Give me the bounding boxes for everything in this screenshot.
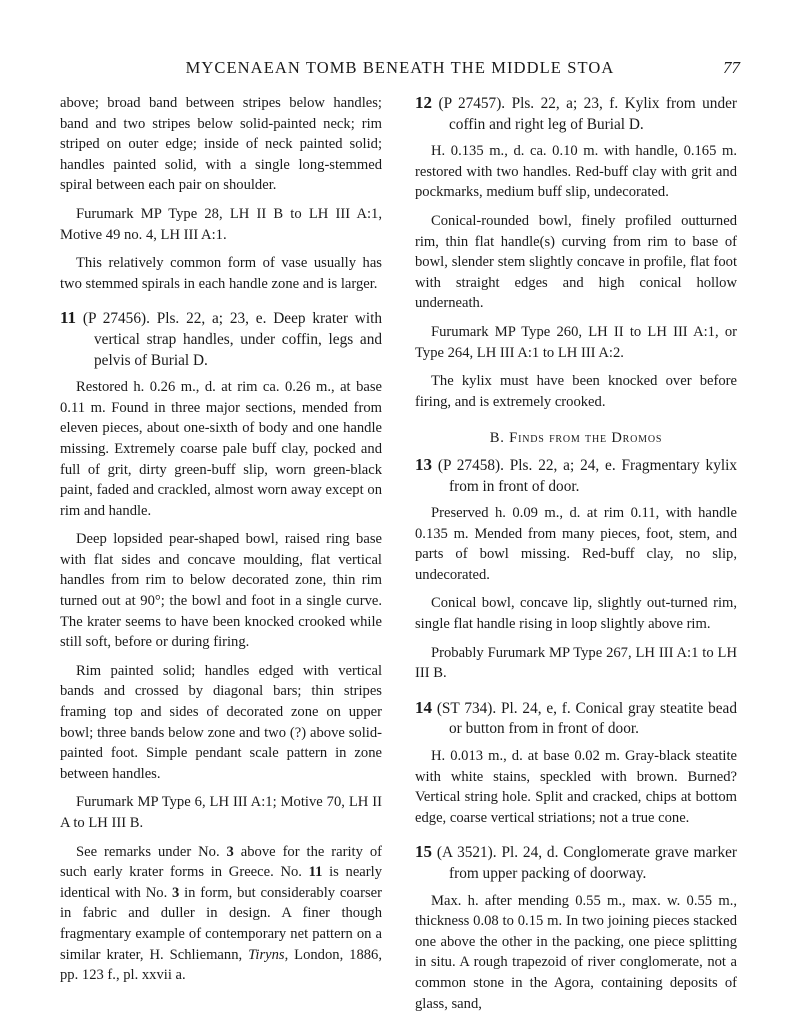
- running-title: MYCENAEAN TOMB BENEATH THE MIDDLE STOA: [185, 58, 615, 77]
- entry-heading-text: (P 27456). Pls. 22, a; 23, e. Deep krater with vertical strap handles, under coffin, legs and pelvis of Burial D.: [82, 310, 382, 369]
- entry-number: 15: [415, 842, 432, 862]
- entry-paragraph: Rim painted solid; handles edged with vertical bands and crossed by diagonal bars; thin stripes framing top and sides of decorated zone on upper bowl; three bands below zone and two (?) above solid-painted foot. Simple pendant scale pattern in zone between handles.: [60, 662, 382, 782]
- entry-number: 14: [415, 697, 432, 717]
- entry-heading-text: (ST 734). Pl. 24, e, f. Conical gray steatite bead or button from in front of door.: [436, 699, 737, 738]
- entry-number: 12: [415, 93, 432, 112]
- entry-number: 13: [415, 454, 432, 474]
- entry-heading: [415, 455, 737, 497]
- cross-reference-number: 11: [308, 864, 323, 881]
- entry-paragraph: H. 0.013 m., d. at base 0.02 m. Gray-black steatite with white stains, speckled with brown. Burned? Vertical string hole. Split and cracked, chips at bottom edge, coarse vertical striations; not a true cone.: [415, 748, 737, 826]
- entry-heading: [415, 842, 737, 884]
- entry-paragraph: The kylix must have been knocked over before firing, and is extremely crooked.: [415, 373, 737, 410]
- entry-heading: [60, 308, 382, 371]
- page-number: 77: [723, 58, 740, 77]
- catalogue-entry-15: [415, 842, 737, 1014]
- section-heading: B. Finds from the Dromos: [489, 430, 663, 447]
- entry-heading: [415, 93, 737, 135]
- entry-paragraph: Furumark MP Type 6, LH III A:1; Motive 70, LH II A to LH III B.: [60, 794, 382, 831]
- cross-reference-number: 3: [226, 843, 234, 860]
- remarks-text: is nearly identical with No.: [60, 864, 382, 901]
- entry-paragraph: Conical-rounded bowl, finely profiled outturned rim, thin flat handle(s) curving from rim to base of bowl, slender stem slightly concave in profile, flat foot with straight edges and high conical hollow underneath.: [415, 212, 737, 312]
- entry-paragraph: Deep lopsided pear-shaped bowl, raised ring base with flat sides and concave moulding, flat vertical handles from rim to below decorated zone, thin rim turned out at 90°; the bowl and foot in a single curve. The krater seems to have been knocked crooked while still soft, before or during firing.: [60, 531, 382, 651]
- carryover-paragraph: This relatively common form of vase usually has two stemmed spirals in each handle zone and is larger.: [60, 255, 382, 292]
- cross-reference-number: 3: [172, 884, 180, 901]
- book-title: Tiryns: [248, 946, 285, 963]
- entry-paragraph: Max. h. after mending 0.55 m., max. w. 0.55 m., thickness 0.08 to 0.15 m. In two joining pieces stacked one above the other in the packing, one piece splitting in situ. A rough trapezoid of river conglomerate, not a common stone in the Agora, containing deposits of glass, sand,: [415, 892, 737, 1012]
- catalogue-entry-12: [415, 93, 737, 412]
- remarks-text: , London, 1886, pp. 123 f., pl. xxvii a.: [60, 946, 382, 984]
- remarks-text: See remarks under No.: [76, 843, 227, 860]
- carryover-paragraph: above; broad band between stripes below handles; band and two stripes below solid-painted neck; rim striped on outer edge; inside of neck painted solid; handles painted solid, with a single long-stemmed spiral between each pair on shoulder.: [60, 95, 382, 194]
- catalogue-entry-14: [415, 698, 737, 829]
- entry-paragraph: Restored h. 0.26 m., d. at rim ca. 0.26 m., at base 0.11 m. Found in three major sections, mended from eleven pieces, about one-sixth of body and one handle missing. Extremely coarse pale buff clay, pocked and full of grit, dirty green-buff slip, worn green-black paint, faded and crackled, almost worn away except on rim and handle.: [60, 379, 382, 519]
- remarks-text: above for the rarity of such early krater forms in Greece. No.: [60, 843, 382, 881]
- remarks-text: in form, but considerably coarser in fabric and duller in design. A finer though fragmentary example of contemporary net pattern on a similar krater, H. Schliemann,: [60, 884, 382, 963]
- entry-paragraph: Probably Furumark MP Type 267, LH III A:1 to LH III B.: [415, 644, 737, 682]
- page-header: [60, 58, 740, 82]
- catalogue-entry-11: [60, 308, 382, 985]
- carryover-paragraph: Furumark MP Type 28, LH II B to LH III A:1, Motive 49 no. 4, LH III A:1.: [60, 205, 382, 243]
- left-column: [60, 93, 382, 994]
- catalogue-entry-13: [415, 455, 737, 684]
- entry-paragraph: Furumark MP Type 260, LH II to LH III A:1, or Type 264, LH III A:1 to LH III A:2.: [415, 323, 737, 361]
- entry-paragraph: Preserved h. 0.09 m., d. at rim 0.11, with handle 0.135 m. Mended from many pieces, foot, stem, and parts of bowl missing. Red-buff clay, no slip, undecorated.: [415, 505, 737, 583]
- entry-heading-text: (P 27458). Pls. 22, a; 24, e. Fragmentary kylix from in front of door.: [437, 456, 738, 495]
- remarks-paragraph: [60, 842, 382, 986]
- right-column: [415, 93, 737, 1022]
- entry-number: 11: [60, 308, 77, 328]
- entry-paragraph: Conical bowl, concave lip, slightly out-turned rim, single flat handle rising in loop slightly above rim.: [415, 595, 737, 633]
- entry-heading-text: (P 27457). Pls. 22, a; 23, f. Kylix from under coffin and right leg of Burial D.: [438, 95, 737, 133]
- entry-heading-text: (A 3521). Pl. 24, d. Conglomerate grave marker from upper packing of doorway.: [436, 844, 737, 882]
- entry-paragraph: H. 0.135 m., d. ca. 0.10 m. with handle, 0.165 m. restored with two handles. Red-buff clay with grit and pockmarks, medium buff slip, undecorated.: [415, 143, 737, 201]
- entry-heading: [415, 698, 737, 740]
